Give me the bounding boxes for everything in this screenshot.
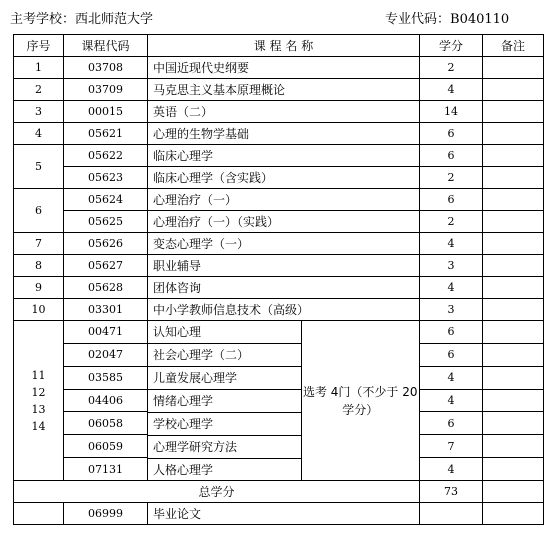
course-credit: 4 <box>420 277 483 299</box>
course-code: 07131 <box>64 458 148 481</box>
course-name: 儿童发展心理学 <box>148 366 301 389</box>
course-name: 英语（二） <box>148 101 420 123</box>
col-header-name: 课 程 名 称 <box>148 35 420 57</box>
course-credit: 4 <box>420 389 483 412</box>
thesis-no <box>14 503 64 525</box>
course-remark <box>483 435 544 458</box>
elective-no: 11 <box>31 368 46 382</box>
course-code: 06059 <box>64 435 148 458</box>
thesis-remark <box>483 503 544 525</box>
course-remark <box>483 389 544 412</box>
course-credit: 6 <box>420 123 483 145</box>
course-remark <box>483 277 544 299</box>
major-code-line <box>385 8 509 27</box>
course-remark <box>483 145 544 167</box>
course-credit: 6 <box>420 412 483 435</box>
course-name: 心理的生物学基础 <box>148 123 420 145</box>
elective-no: 13 <box>31 402 46 416</box>
course-code: 05628 <box>64 277 148 299</box>
course-name: 心理治疗（一）（实践） <box>148 211 420 233</box>
course-code: 03708 <box>64 57 148 79</box>
table-row <box>14 123 544 145</box>
course-code: 06058 <box>64 412 148 435</box>
course-table <box>13 34 544 525</box>
course-remark <box>483 167 544 189</box>
thesis-row <box>14 503 544 525</box>
table-row <box>14 233 544 255</box>
course-name: 社会心理学（二） <box>148 343 301 366</box>
course-remark <box>483 299 544 321</box>
row-no: 7 <box>14 233 64 255</box>
total-label: 总学分 <box>14 481 420 503</box>
row-no: 5 <box>14 145 64 189</box>
row-no: 10 <box>14 299 64 321</box>
row-no: 4 <box>14 123 64 145</box>
course-name: 心理学研究方法 <box>148 435 301 458</box>
course-name: 人格心理学 <box>148 458 301 480</box>
course-remark <box>483 321 544 344</box>
course-credit: 3 <box>420 299 483 321</box>
course-name: 团体咨询 <box>148 277 420 299</box>
col-header-credit: 学分 <box>420 35 483 57</box>
course-name: 学校心理学 <box>148 412 301 435</box>
row-no: 2 <box>14 79 64 101</box>
course-code: 00015 <box>64 101 148 123</box>
course-remark <box>483 123 544 145</box>
col-header-remark: 备注 <box>483 35 544 57</box>
course-code: 05626 <box>64 233 148 255</box>
elective-row-numbers <box>14 321 64 481</box>
table-row <box>14 101 544 123</box>
total-row <box>14 481 544 503</box>
course-remark <box>483 366 544 389</box>
course-name: 认知心理 <box>148 321 301 343</box>
course-credit: 4 <box>420 233 483 255</box>
row-no: 3 <box>14 101 64 123</box>
table-row <box>14 79 544 101</box>
elective-note: 选考 4门（不少于 20 学分） <box>302 384 418 417</box>
table-row <box>14 189 544 211</box>
course-credit: 6 <box>420 145 483 167</box>
course-credit: 6 <box>420 321 483 344</box>
course-remark <box>483 211 544 233</box>
course-code: 05627 <box>64 255 148 277</box>
col-header-code: 课程代码 <box>64 35 148 57</box>
course-credit: 4 <box>420 79 483 101</box>
table-row <box>14 321 544 344</box>
course-code: 04406 <box>64 389 148 412</box>
course-credit: 2 <box>420 211 483 233</box>
course-remark <box>483 458 544 481</box>
table-row <box>14 167 544 189</box>
major-code-label: 专业代码： <box>385 12 451 27</box>
course-code: 00471 <box>64 321 148 344</box>
course-code: 05623 <box>64 167 148 189</box>
course-name: 心理治疗（一） <box>148 189 420 211</box>
course-credit: 7 <box>420 435 483 458</box>
course-code: 03709 <box>64 79 148 101</box>
course-code: 05625 <box>64 211 148 233</box>
thesis-name: 毕业论文 <box>148 503 420 525</box>
course-name: 中小学教师信息技术（高级） <box>148 299 420 321</box>
total-remark <box>483 481 544 503</box>
table-row <box>14 277 544 299</box>
row-no: 1 <box>14 57 64 79</box>
table-row <box>14 255 544 277</box>
course-credit: 6 <box>420 189 483 211</box>
course-name: 临床心理学（含实践） <box>148 167 420 189</box>
course-remark <box>483 343 544 366</box>
major-code: B040110 <box>450 12 510 27</box>
course-name: 情绪心理学 <box>148 389 301 412</box>
elective-inner-table <box>148 321 419 480</box>
course-name: 临床心理学 <box>148 145 420 167</box>
elective-no: 14 <box>31 419 46 433</box>
course-name: 马克思主义基本原理概论 <box>148 79 420 101</box>
course-credit: 6 <box>420 343 483 366</box>
table-row <box>14 57 544 79</box>
course-remark <box>483 101 544 123</box>
course-remark <box>483 255 544 277</box>
course-credit: 2 <box>420 167 483 189</box>
school-label: 主考学校：西北师范大学 <box>10 12 154 27</box>
course-code: 05624 <box>64 189 148 211</box>
elective-name-group <box>148 321 420 481</box>
course-name: 中国近现代史纲要 <box>148 57 420 79</box>
course-code: 03585 <box>64 366 148 389</box>
course-remark <box>483 189 544 211</box>
course-remark <box>483 412 544 435</box>
course-remark <box>483 233 544 255</box>
elective-no: 12 <box>31 385 46 399</box>
course-code: 02047 <box>64 343 148 366</box>
col-header-no: 序号 <box>14 35 64 57</box>
course-remark <box>483 79 544 101</box>
course-code: 05622 <box>64 145 148 167</box>
row-no: 6 <box>14 189 64 233</box>
thesis-credit <box>420 503 483 525</box>
course-credit: 4 <box>420 366 483 389</box>
course-credit: 3 <box>420 255 483 277</box>
course-code: 05621 <box>64 123 148 145</box>
table-header-row <box>14 35 544 57</box>
page-header <box>0 0 550 34</box>
course-credit: 2 <box>420 57 483 79</box>
thesis-code: 06999 <box>64 503 148 525</box>
course-name: 职业辅导 <box>148 255 420 277</box>
row-no: 8 <box>14 255 64 277</box>
course-remark <box>483 57 544 79</box>
course-code: 03301 <box>64 299 148 321</box>
table-row <box>14 299 544 321</box>
table-row <box>14 211 544 233</box>
course-credit: 4 <box>420 458 483 481</box>
table-row <box>14 145 544 167</box>
row-no: 9 <box>14 277 64 299</box>
course-name: 变态心理学（一） <box>148 233 420 255</box>
total-value: 73 <box>420 481 483 503</box>
course-credit: 14 <box>420 101 483 123</box>
